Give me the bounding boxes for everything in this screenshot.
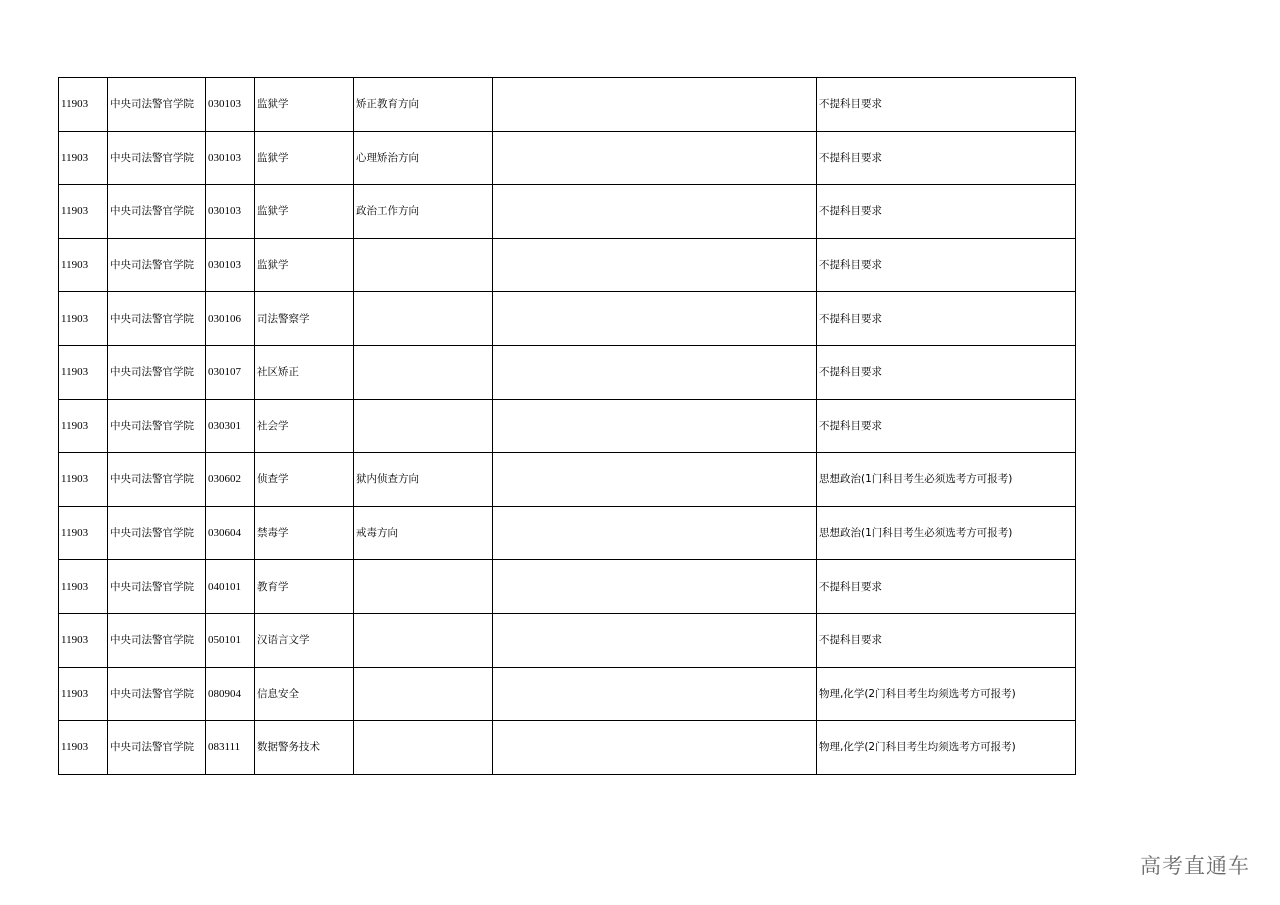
table-row <box>59 131 1076 185</box>
cell-note <box>493 238 817 292</box>
cell-note <box>493 292 817 346</box>
cell-school-name: 中央司法警官学院 <box>108 185 206 239</box>
cell-major-code: 030103 <box>206 238 255 292</box>
cell-subject-requirement: 不提科目要求 <box>817 292 1076 346</box>
cell-school-code: 11903 <box>59 560 108 614</box>
table-row <box>59 560 1076 614</box>
cell-subject-requirement: 不提科目要求 <box>817 131 1076 185</box>
table-row <box>59 78 1076 132</box>
table-row <box>59 292 1076 346</box>
table-row <box>59 345 1076 399</box>
table-row <box>59 453 1076 507</box>
cell-major-code: 050101 <box>206 613 255 667</box>
cell-school-name: 中央司法警官学院 <box>108 78 206 132</box>
cell-note <box>493 185 817 239</box>
cell-school-name: 中央司法警官学院 <box>108 453 206 507</box>
cell-school-code: 11903 <box>59 613 108 667</box>
cell-school-code: 11903 <box>59 131 108 185</box>
cell-note <box>493 453 817 507</box>
cell-major-name: 汉语言文学 <box>255 613 354 667</box>
cell-major-code: 040101 <box>206 560 255 614</box>
cell-subject-requirement: 不提科目要求 <box>817 345 1076 399</box>
watermark-text: 高考直通车 <box>1140 854 1250 878</box>
cell-major-code: 030604 <box>206 506 255 560</box>
cell-major-code: 030103 <box>206 185 255 239</box>
table-row <box>59 506 1076 560</box>
cell-school-name: 中央司法警官学院 <box>108 613 206 667</box>
cell-subject-requirement: 思想政治(1门科目考生必须选考方可报考) <box>817 453 1076 507</box>
cell-direction <box>354 613 493 667</box>
cell-major-code: 030106 <box>206 292 255 346</box>
cell-note <box>493 613 817 667</box>
table-row <box>59 399 1076 453</box>
cell-major-name: 监狱学 <box>255 78 354 132</box>
cell-note <box>493 721 817 775</box>
cell-school-name: 中央司法警官学院 <box>108 345 206 399</box>
cell-major-name: 侦查学 <box>255 453 354 507</box>
cell-major-code: 030103 <box>206 131 255 185</box>
requirements-table <box>58 77 1076 775</box>
cell-direction <box>354 238 493 292</box>
cell-direction <box>354 667 493 721</box>
cell-subject-requirement: 不提科目要求 <box>817 238 1076 292</box>
cell-major-code: 030602 <box>206 453 255 507</box>
cell-direction <box>354 399 493 453</box>
cell-school-code: 11903 <box>59 667 108 721</box>
cell-subject-requirement: 不提科目要求 <box>817 560 1076 614</box>
cell-school-code: 11903 <box>59 78 108 132</box>
cell-major-code: 030103 <box>206 78 255 132</box>
table-body <box>59 78 1076 775</box>
cell-major-code: 030107 <box>206 345 255 399</box>
cell-major-name: 监狱学 <box>255 185 354 239</box>
cell-note <box>493 345 817 399</box>
cell-direction <box>354 345 493 399</box>
cell-note <box>493 131 817 185</box>
cell-school-code: 11903 <box>59 185 108 239</box>
cell-direction <box>354 292 493 346</box>
cell-major-name: 社会学 <box>255 399 354 453</box>
cell-major-code: 083111 <box>206 721 255 775</box>
cell-major-name: 监狱学 <box>255 238 354 292</box>
cell-major-name: 数据警务技术 <box>255 721 354 775</box>
cell-school-name: 中央司法警官学院 <box>108 238 206 292</box>
cell-direction <box>354 721 493 775</box>
cell-direction: 政治工作方向 <box>354 185 493 239</box>
cell-major-name: 监狱学 <box>255 131 354 185</box>
cell-subject-requirement: 不提科目要求 <box>817 613 1076 667</box>
cell-school-name: 中央司法警官学院 <box>108 131 206 185</box>
cell-direction <box>354 560 493 614</box>
cell-school-code: 11903 <box>59 453 108 507</box>
cell-major-code: 080904 <box>206 667 255 721</box>
cell-school-code: 11903 <box>59 506 108 560</box>
table-row <box>59 613 1076 667</box>
cell-note <box>493 506 817 560</box>
cell-direction: 狱内侦查方向 <box>354 453 493 507</box>
cell-major-name: 社区矫正 <box>255 345 354 399</box>
cell-major-name: 教育学 <box>255 560 354 614</box>
cell-subject-requirement: 物理,化学(2门科目考生均须选考方可报考) <box>817 667 1076 721</box>
table-row <box>59 238 1076 292</box>
cell-direction: 心理矫治方向 <box>354 131 493 185</box>
cell-school-name: 中央司法警官学院 <box>108 721 206 775</box>
cell-subject-requirement: 物理,化学(2门科目考生均须选考方可报考) <box>817 721 1076 775</box>
cell-school-name: 中央司法警官学院 <box>108 667 206 721</box>
cell-school-code: 11903 <box>59 292 108 346</box>
cell-subject-requirement: 不提科目要求 <box>817 399 1076 453</box>
table-row <box>59 721 1076 775</box>
cell-school-name: 中央司法警官学院 <box>108 560 206 614</box>
cell-direction: 矫正教育方向 <box>354 78 493 132</box>
cell-school-name: 中央司法警官学院 <box>108 399 206 453</box>
cell-note <box>493 78 817 132</box>
cell-major-name: 信息安全 <box>255 667 354 721</box>
cell-school-code: 11903 <box>59 721 108 775</box>
table-row <box>59 185 1076 239</box>
cell-note <box>493 399 817 453</box>
cell-major-name: 禁毒学 <box>255 506 354 560</box>
cell-major-code: 030301 <box>206 399 255 453</box>
table-row <box>59 667 1076 721</box>
cell-school-code: 11903 <box>59 345 108 399</box>
cell-direction: 戒毒方向 <box>354 506 493 560</box>
cell-subject-requirement: 不提科目要求 <box>817 185 1076 239</box>
cell-note <box>493 667 817 721</box>
cell-school-code: 11903 <box>59 238 108 292</box>
cell-school-code: 11903 <box>59 399 108 453</box>
cell-major-name: 司法警察学 <box>255 292 354 346</box>
cell-school-name: 中央司法警官学院 <box>108 292 206 346</box>
cell-school-name: 中央司法警官学院 <box>108 506 206 560</box>
cell-subject-requirement: 思想政治(1门科目考生必须选考方可报考) <box>817 506 1076 560</box>
cell-subject-requirement: 不提科目要求 <box>817 78 1076 132</box>
cell-note <box>493 560 817 614</box>
